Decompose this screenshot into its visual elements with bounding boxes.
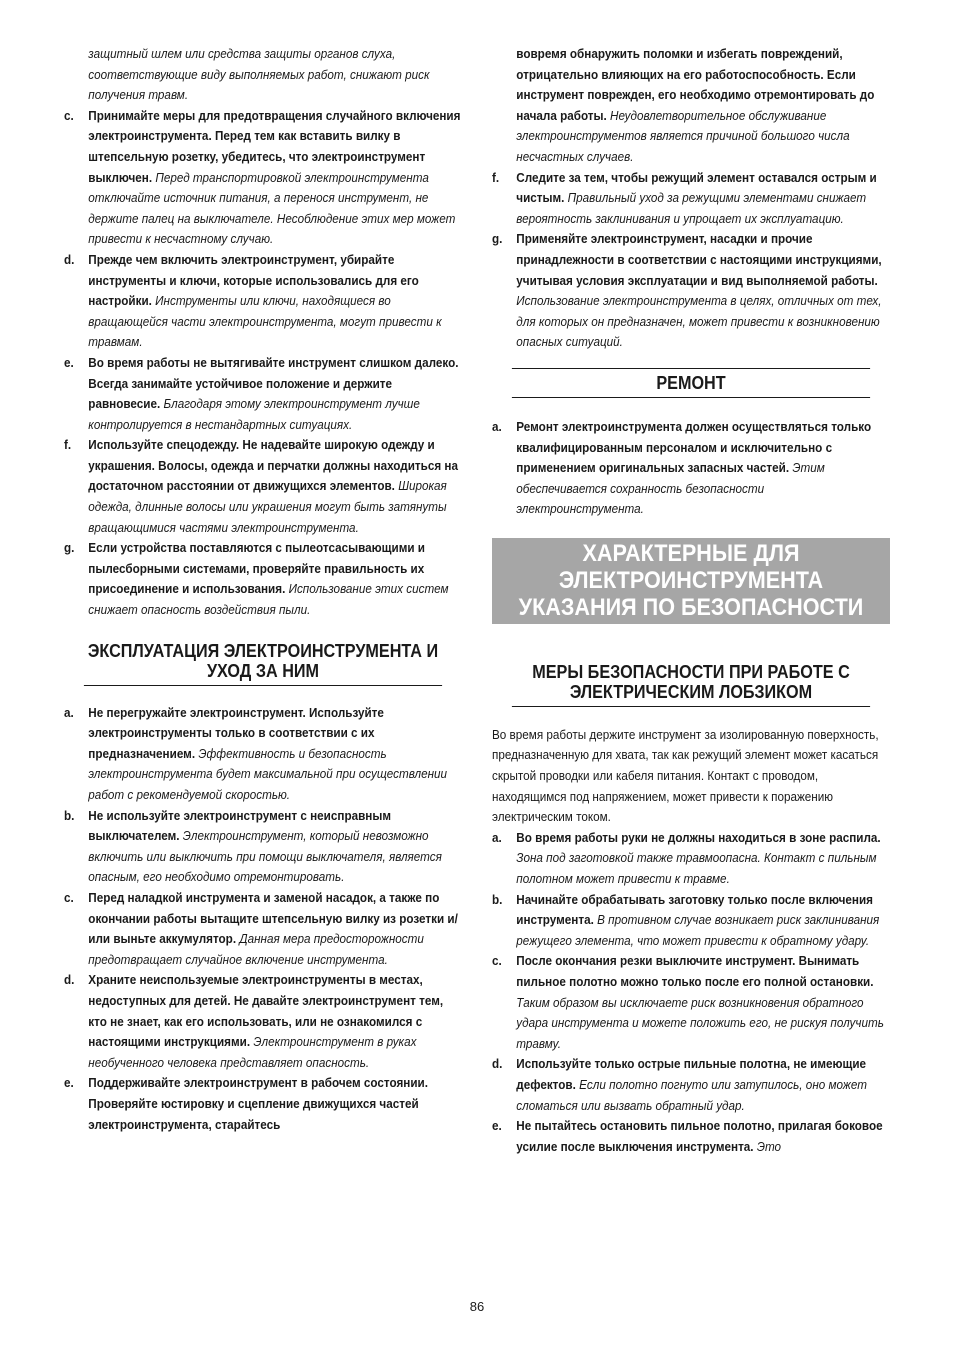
- list-item-d: [64, 250, 462, 353]
- left-column: [64, 44, 462, 1135]
- list-item-f: [492, 168, 890, 230]
- right-text-block-2: [492, 417, 890, 520]
- list-item-a: [492, 417, 890, 520]
- banner-title: ХАРАКТЕРНЫЕ ДЛЯ ЭЛЕКТРОИНСТРУМЕНТА УКАЗАНИЯ ПО БЕЗОПАСНОСТИ: [518, 539, 864, 621]
- item-letter: a.: [492, 829, 502, 845]
- item-letter: d.: [64, 972, 75, 988]
- item-italic-text: В противном случае возникает риск заклинивания режущего элемента, что может привести к обратному удару.: [516, 912, 880, 948]
- item-italic-text: Этим обеспечивается сохранность безопасности электроинструмента.: [516, 460, 825, 517]
- item-bold-text: Не перегружайте электроинструмент. Используйте электроинструменты только в соответствии с их предназначением.: [88, 704, 384, 761]
- list-item-b: [492, 890, 890, 952]
- item-bold-text: После окончания резки выключите инструмент. Вынимать пильное полотно можно только после его полной остановки.: [516, 953, 874, 989]
- item-italic-text: Инструменты или ключи, находящиеся во вращающейся части электроинструмента, могут привести к травмам.: [88, 293, 442, 350]
- item-bold-text: Храните неиспользуемые электроинструменты в местах, недоступных для детей. Не давайте электроинструмент тем, кто не знает, как его использовать, или не ознакомился с настоящими инструкциями.: [88, 972, 444, 1050]
- list-item-g: [64, 538, 462, 620]
- item-bold-text: Во время работы не вытягивайте инструмент слишком далеко. Всегда занимайте устойчивое положение и держите равновесие.: [88, 354, 459, 412]
- item-bold-text: Во время работы руки не должны находиться в зоне распила.: [516, 829, 881, 845]
- item-italic-text: Перед транспортировкой электроинструмента отключайте источник питания, а перенося инструмент, не держите палец на выключателе. Несоблюдение этих мер может привести к несчастному случаю.: [88, 169, 456, 247]
- item-italic-text: Зона под заготовкой также травмоопасна. Контакт с пильным полотном может привести к травме.: [516, 850, 877, 887]
- list-item-e: [64, 353, 462, 435]
- item-italic-text: Это: [756, 1138, 782, 1154]
- item-bold-text: Применяйте электроинструмент, насадки и прочие принадлежности в соответствии с настоящими инструкциями, учитывая условия эксплуатации и вид выполняемой работы.: [516, 231, 882, 288]
- item-letter: e.: [492, 1118, 502, 1134]
- list-item-d: [492, 1054, 890, 1116]
- heading-operation: ЭКСПЛУАТАЦИЯ ЭЛЕКТРОИНСТРУМЕНТА И УХОД ЗА НИМ: [84, 641, 442, 686]
- item-italic-text: Электроинструмент, который невозможно включить или выключить при помощи выключателя, является опасным, его необходимо отремонтировать.: [88, 828, 442, 885]
- item-bold-text: Используйте только острые пильные полотна, не имеющие дефектов.: [516, 1056, 867, 1092]
- intro-italic-text: защитный шлем или средства защиты органов слуха, соответствующие виду выполняемых работ, снижают риск получения травм.: [88, 46, 430, 103]
- left-text-block-2: [64, 703, 462, 1135]
- item-letter: e.: [64, 354, 74, 370]
- heading-repair: РЕМОНТ: [512, 368, 870, 398]
- right-text-block-1: [492, 44, 890, 353]
- item-letter: a.: [64, 704, 74, 720]
- item-letter: g.: [64, 540, 75, 556]
- item-italic-text: Правильный уход за режущими элементами снижает вероятность заклинивания и упрощает их эксплуатацию.: [516, 190, 867, 226]
- item-letter: c.: [64, 889, 74, 905]
- item-letter: f.: [64, 437, 72, 453]
- list-item-e: [64, 1073, 462, 1135]
- item-e-continuation: [492, 44, 890, 168]
- item-bold-text: Используйте спецодежду. Не надевайте широкую одежду и украшения. Волосы, одежда и перчатки должны находиться на достаточном расстоянии от движущихся элементов.: [88, 437, 459, 494]
- intro-continuation: [64, 44, 462, 106]
- item-bold-text: Если устройства поставляются с пылеотсасывающими и пылесборными системами, проверяйте правильность их присоединение и использования.: [88, 540, 426, 597]
- item-italic-text: Электроинструмент в руках необученного человека представляет опасность.: [88, 1034, 417, 1070]
- list-item-f: [64, 435, 462, 538]
- left-text-block-1: [64, 44, 462, 621]
- list-item-g: [492, 229, 890, 353]
- item-letter: b.: [64, 807, 75, 823]
- item-bold-text: Ремонт электроинструмента должен осуществляться только квалифицированным персоналом и исключительно с применением оригинальных запасных частей.: [516, 418, 872, 476]
- item-bold-text: Начинайте обрабатывать заготовку только после включения инструмента.: [516, 891, 873, 928]
- item-italic-text: Данная мера предосторожности предотвращает случайное включение инструмента.: [88, 931, 424, 967]
- item-bold-text: Принимайте меры для предотвращения случайного включения электроинструмента. Перед тем как вставить вилку в штепсельную розетку, убедитесь, что электроинструмент выключен.: [88, 107, 461, 185]
- item-bold-text: Прежде чем включить электроинструмент, убирайте инструменты и ключи, которые использовались для его настройки.: [88, 251, 419, 309]
- item-bold-text: Не используйте электроинструмент с неисправным выключателем.: [88, 807, 392, 844]
- item-italic-text: Использование этих систем снижает опасность воздействия пыли.: [88, 581, 449, 618]
- item-letter: f.: [492, 169, 500, 185]
- item-letter: c.: [64, 107, 74, 123]
- item-letter: e.: [64, 1075, 74, 1091]
- item-letter: d.: [492, 1056, 503, 1072]
- right-text-block-3: [492, 725, 890, 1157]
- list-item-b: [64, 806, 462, 888]
- list-item-c: [64, 888, 462, 970]
- list-item-c: [64, 106, 462, 250]
- heading-jigsaw: МЕРЫ БЕЗОПАСНОСТИ ПРИ РАБОТЕ С ЭЛЕКТРИЧЕСКИМ ЛОБЗИКОМ: [512, 662, 870, 707]
- item-letter: a.: [492, 418, 502, 434]
- jigsaw-intro: Во время работы держите инструмент за изолированную поверхность, предназначенную для хвата, так как режущий элемент может касаться скрытой проводки или кабеля питания. Контакт с проводом, находящимся под напряжением, может привести к поражению электрическим током.: [492, 726, 879, 825]
- item-italic-text: Неудовлетворительное обслуживание электроинструментов является причиной большого числа несчастных случаев.: [516, 107, 850, 164]
- item-bold-text: Поддерживайте электроинструмент в рабочем состоянии. Проверяйте юстировку и сцепление движущихся частей электроинструмента, старайтесь: [88, 1075, 428, 1132]
- item-italic-text: Широкая одежда, длинные волосы или украшения могут быть затянуты вращающимися частями электроинструмента.: [88, 478, 447, 535]
- page-number: 86: [469, 1299, 485, 1314]
- list-item-c: [492, 951, 890, 1054]
- item-bold-text: Не пытайтесь остановить пильное полотно, прилагая боковое усилие после выключения инструмента.: [516, 1118, 883, 1154]
- item-italic-text: Использование электроинструмента в целях, отличных от тех, для которых он предназначен, может привести к возникновению опасных ситуаций.: [516, 293, 882, 350]
- item-italic-text: Эффективность и безопасность электроинструмента будет максимальной при осуществлении работ с рекомендуемой скоростью.: [88, 745, 448, 802]
- right-column: [492, 44, 890, 1157]
- item-letter: d.: [64, 251, 75, 267]
- item-italic-text: Благодаря этому электроинструмент лучше контролируется в нестандартных ситуациях.: [88, 396, 420, 432]
- item-letter: c.: [492, 953, 502, 969]
- list-item-e: [492, 1116, 890, 1157]
- list-item-a: [492, 828, 890, 890]
- item-italic-text: Если полотно погнуто или затупилось, оно может сломаться или вызвать обратный удар.: [516, 1076, 867, 1113]
- section-banner: [492, 538, 890, 624]
- item-italic-text: Таким образом вы исключаете риск возникновения обратного удара инструмента и можете положить его, не рискуя получить травму.: [516, 994, 884, 1051]
- list-item-a: [64, 703, 462, 806]
- item-bold-text: Перед наладкой инструмента и заменой насадок, а также по окончании работы вытащите штепсельную вилку из розетки и/или выньте аккумулятор.: [88, 889, 458, 947]
- list-item-d: [64, 970, 462, 1073]
- item-bold-text: вовремя обнаружить поломки и избегать повреждений, отрицательно влияющих на его работоспособность. Если инструмент поврежден, его необходимо отремонтировать до начала работы.: [516, 46, 875, 123]
- item-letter: b.: [492, 891, 503, 907]
- item-bold-text: Следите за тем, чтобы режущий элемент оставался острым и чистым.: [516, 169, 877, 206]
- item-letter: g.: [492, 231, 503, 247]
